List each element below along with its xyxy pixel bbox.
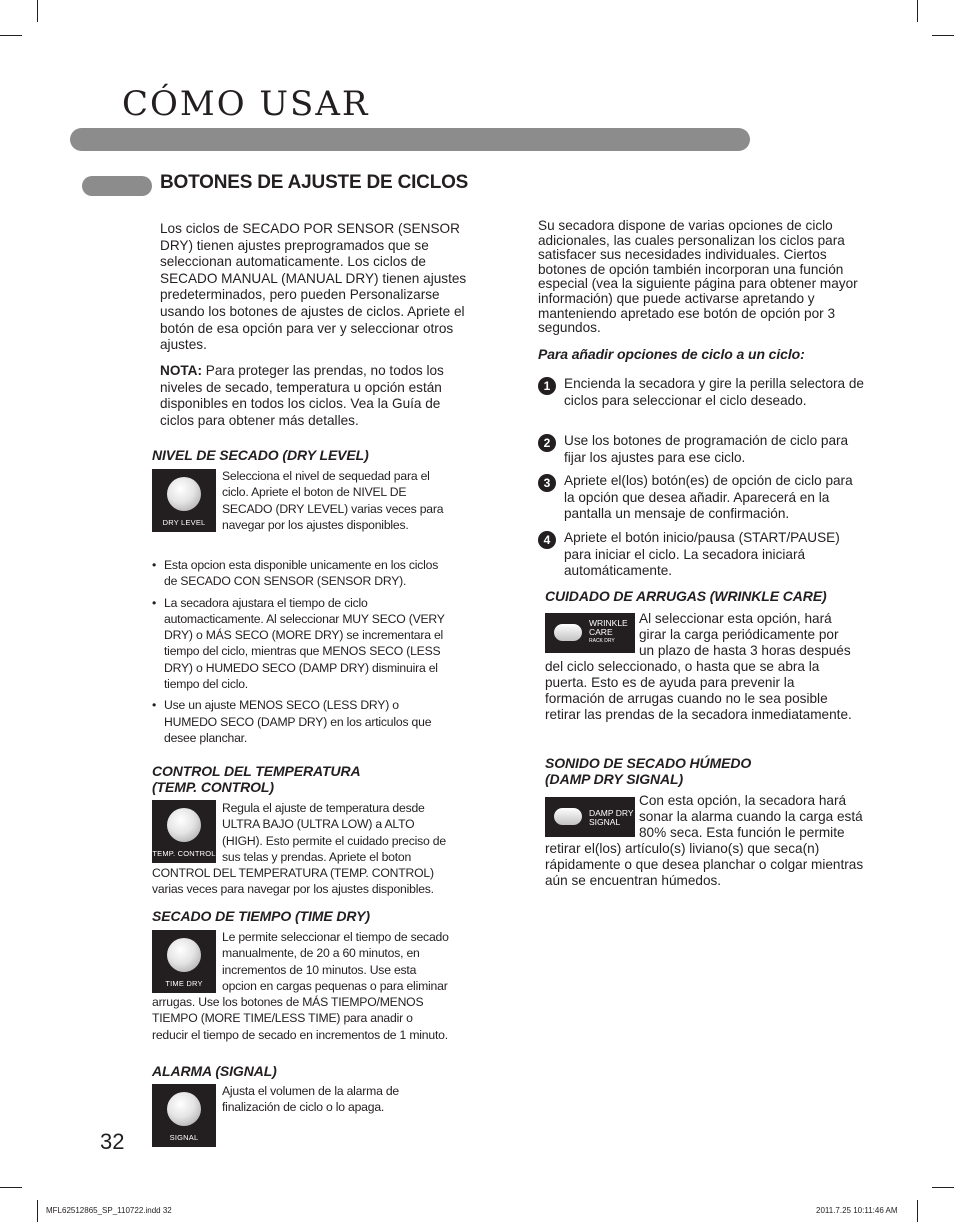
wrinkle-care-button-sublabel: RACK DRY (589, 638, 615, 644)
print-timestamp: 2011.7.25 10:11:46 AM (816, 1206, 898, 1215)
add-options-heading: Para añadir opciones de ciclo a un ciclo: (538, 346, 805, 362)
step-text: Apriete el(los) botón(es) de opción de ciclo para la opción que desea añadir. Aparecerá en la pantalla un mensaje de confirmación. (564, 473, 853, 522)
crop-mark (932, 35, 954, 36)
title-bar (70, 128, 750, 151)
step-text: Encienda la secadora y gire la perilla selectora de ciclos para seleccionar el ciclo deseado. (564, 376, 864, 408)
step-number-badge: 4 (538, 531, 556, 549)
signal-button-label: SIGNAL (169, 1133, 199, 1142)
crop-mark (37, 1200, 38, 1222)
list-item: • Esta opcion esta disponible unicamente en los ciclos de SECADO CON SENSOR (SENSOR DRY). (152, 557, 447, 590)
step-number-badge: 2 (538, 434, 556, 452)
section-heading: BOTONES DE AJUSTE DE CICLOS (160, 172, 469, 193)
time-dry-button-label: TIME DRY (165, 979, 203, 988)
right-intro: Su secadora dispone de varias opciones de ciclo adicionales, las cuales personalizan los ciclos para satisfacer sus necesidades individuales. Ciertos botones de opción también incorporan una función especial (vea la siguiente página para obtener mayor información) que puede activarse apretando y manteniendo apretado ese botón de opción por 3 segundos. (538, 218, 858, 336)
step-text: Apriete el botón inicio/pausa (START/PAUSE) para iniciar el ciclo. La secadora iniciará automáticamente. (564, 530, 840, 579)
knob-icon (167, 1092, 201, 1126)
damp-dry-signal-text: Con esta opción, la secadora hará sonar la alarma cuando la carga está 80% seca. Esta función le permite retirar el(los) artículo(s) liviano(s) que seca(n) rápidamente o que desea planchar o colgar mientras aún se encuentran húmedos. (545, 793, 864, 888)
time-dry-text: Le permite seleccionar el tiempo de secado manualmente, de 20 a 60 minutos, en incrementos de 10 minutos. Use esta opcion en cargas pequenas o para eliminar arrugas. Use los botones de MÁS TIEMPO/MENOS TIEMPO (MORE TIME/LESS TIME) para anadir o reducir el tiempo de secado en incrementos de 1 minuto. (152, 930, 449, 1042)
signal-text: Ajusta el volumen de la alarma de finalización de ciclo o lo apaga. (222, 1084, 399, 1115)
wrinkle-care-button-label: WRINKLE CARE (589, 618, 628, 637)
left-intro: Los ciclos de SECADO POR SENSOR (SENSOR DRY) tienen ajustes preprogramados que se seleccionan automaticamente. Los ciclos de SECADO MANUAL (MANUAL DRY) tienen ajustes predeterminados, pero pueden Personalizarse usando los botones de ajustes de ciclos. Apriete el botón de esa opción para ver y seleccionar otros ajustes. (160, 221, 467, 353)
temp-control-heading: CONTROL DEL TEMPERATURA (TEMP. CONTROL) (152, 763, 361, 795)
page-number: 32 (100, 1129, 125, 1154)
crop-mark (0, 1187, 22, 1188)
crop-mark (917, 1200, 918, 1222)
note-paragraph (160, 363, 470, 429)
list-item: • La secadora ajustara el tiempo de ciclo automacticamente. Al seleccionar MUY SECO (VERY DRY) o MÁS SECO (MORE DRY) se incrementara el tiempo del ciclo, mientras que MENOS SECO (LESS DRY) o HUMEDO SECO (DAMP DRY) disminuira el tiempo del ciclo. (152, 595, 447, 693)
step-text: Use los botones de programación de ciclo para fijar los ajustes para ese ciclo. (564, 433, 849, 465)
step-number-badge: 3 (538, 474, 556, 492)
wrinkle-care-heading: CUIDADO DE ARRUGAS (WRINKLE CARE) (545, 588, 827, 604)
crop-mark (917, 0, 918, 22)
signal-button-image (152, 1084, 216, 1147)
temp-control-button-label: TEMP. CONTROL (152, 849, 216, 858)
crop-mark (0, 35, 22, 36)
dry-level-bullets (152, 557, 447, 751)
step-number-badge: 1 (538, 377, 556, 395)
note-text: Para proteger las prendas, no todos los niveles de secado, temperatura u opción están disponibles en todos los ciclos. Vea la Guía de ciclos para obtener más detalles. (160, 363, 444, 428)
time-dry-heading: SECADO DE TIEMPO (TIME DRY) (152, 908, 370, 924)
signal-heading: ALARMA (SIGNAL) (152, 1063, 277, 1079)
note-label: NOTA: (160, 363, 203, 378)
dry-level-button-label: DRY LEVEL (162, 518, 206, 527)
dry-level-text: Selecciona el nivel de sequedad para el ciclo. Apriete el boton de NIVEL DE SECADO (DRY LEVEL) varias veces para navegar por los ajustes disponibles. (222, 469, 444, 532)
page-title: CÓMO USAR (122, 84, 370, 124)
list-item: • Use un ajuste MENOS SECO (LESS DRY) o HUMEDO SECO (DAMP DRY) en los articulos que desee planchar. (152, 697, 447, 746)
section-pill (82, 176, 152, 196)
crop-mark (932, 1187, 954, 1188)
file-info: MFL62512865_SP_110722.indd 32 (46, 1206, 172, 1215)
crop-mark (37, 0, 38, 22)
dry-level-heading: NIVEL DE SECADO (DRY LEVEL) (152, 447, 369, 463)
damp-dry-signal-heading: SONIDO DE SECADO HÚMEDO (DAMP DRY SIGNAL) (545, 755, 752, 787)
wrinkle-care-text: Al seleccionar esta opción, hará girar la carga periódicamente por un plazo de hasta 3 horas después del ciclo seleccionado, o hasta que se abra la puerta. Esto es de ayuda para prevenir la formación de arrugas cuando no le sea posible retirar las prendas de la secadora inmediatamente. (545, 611, 852, 722)
temp-control-text: Regula el ajuste de temperatura desde ULTRA BAJO (ULTRA LOW) a ALTO (HIGH). Esto permite el cuidado preciso de sus telas y prendas. Apriete el boton CONTROL DEL TEMPERATURA (TEMP. CONTROL) varias veces para navegar por los ajustes disponibles. (152, 801, 446, 897)
damp-dry-signal-button-label: DAMP DRY SIGNAL (589, 808, 634, 827)
